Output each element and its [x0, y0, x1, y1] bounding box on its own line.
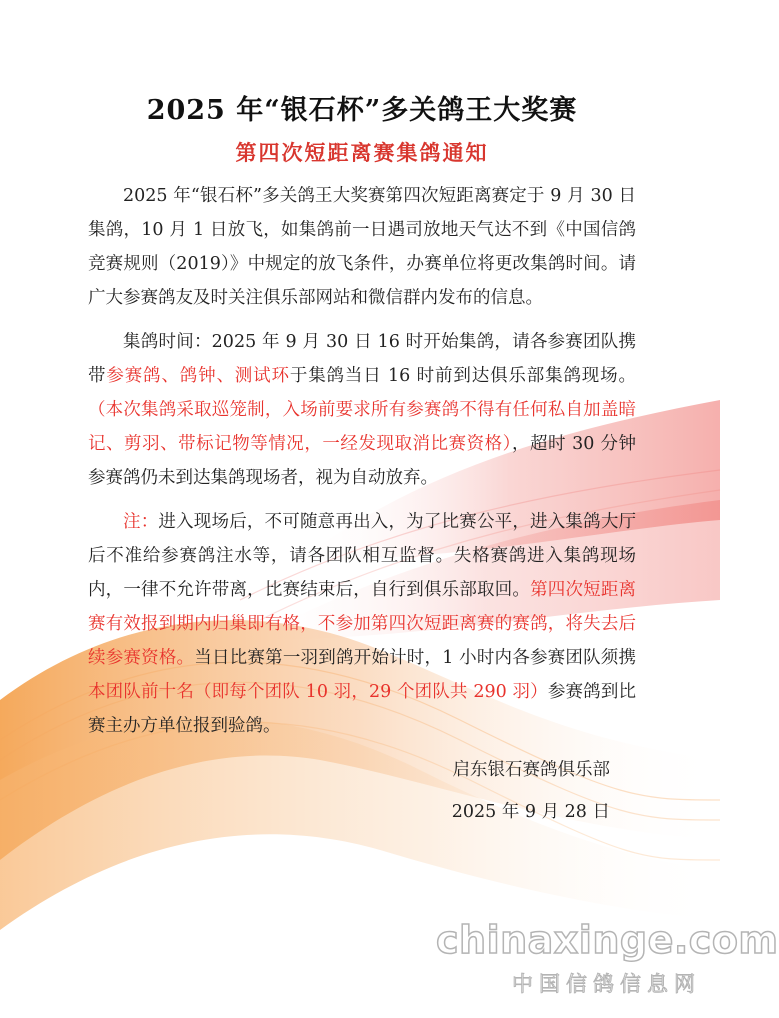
verification-text: 参赛鸽到比赛主办方单位报到验鸽。 — [88, 682, 636, 736]
inspection-rule: （本次集鸽采取巡笼制，入场前要求所有参赛鸽不得有任何私自加盖暗记、剪羽、带标记物等情况，一经发现取消比赛资格） — [88, 400, 636, 454]
required-items: 参赛鸽、鸽钟、测试环 — [106, 366, 290, 386]
late-rule: ，超时 30 分钟参赛鸽仍未到达集鸽现场者，视为自动放弃。 — [88, 434, 636, 488]
note-text: 进入现场后，不可随意再出入，为了比赛公平，进入集鸽大厅后不准给参赛鸽注水等，请各团队相互监督。失格赛鸽进入集鸽现场内，一律不允许带离，比赛结束后，自行到俱乐部取回。 — [88, 512, 637, 600]
note-label: 注： — [123, 512, 159, 532]
document-date: 2025 年 9 月 28 日 — [451, 802, 610, 822]
document-subtitle: 第四次短距离赛集鸽通知 — [235, 140, 489, 165]
collection-deadline: 于集鸽当日 16 时前到达俱乐部集鸽现场。 — [289, 366, 637, 386]
paragraph-notes — [88, 505, 636, 743]
qualification-rule: 第四次短距离赛有效报到期内归巢即有格，不参加第四次短距离赛的赛鸽，将失去后续参赛资格。 — [88, 580, 637, 668]
timing-rule: 当日比赛第一羽到鸽开始计时，1 小时内各参赛团队须携 — [194, 648, 636, 668]
document-title: 2025 年“银石杯”多关鸽王大奖赛 — [146, 95, 578, 126]
document-body — [88, 88, 636, 829]
top-ten-rule: 本团队前十名（即每个团队 10 羽，29 个团队共 290 羽） — [88, 682, 548, 702]
signature: 启东银石赛鸽俱乐部 — [452, 760, 610, 780]
paragraph-collection-time — [88, 325, 636, 495]
watermark-site-cn: 中国信鸽信息网 — [512, 972, 701, 996]
watermark-site: chinaxinge.com — [436, 918, 779, 962]
collection-time-text: 集鸽时间：2025 年 9 月 30 日 16 时开始集鸽，请各参赛团队携带 — [88, 332, 636, 386]
paragraph-schedule: 2025 年“银石杯”多关鸽王大奖赛第四次短距离赛定于 9 月 30 日集鸽，10 月 1 日放飞，如集鸽前一日遇司放地天气达不到《中国信鸽竞赛规则（2019）》中规定的放飞条件，办赛单位将更改集鸽时间。请广大参赛鸽友及时关注俱乐部网站和微信群内发布的信息。 — [88, 186, 636, 308]
